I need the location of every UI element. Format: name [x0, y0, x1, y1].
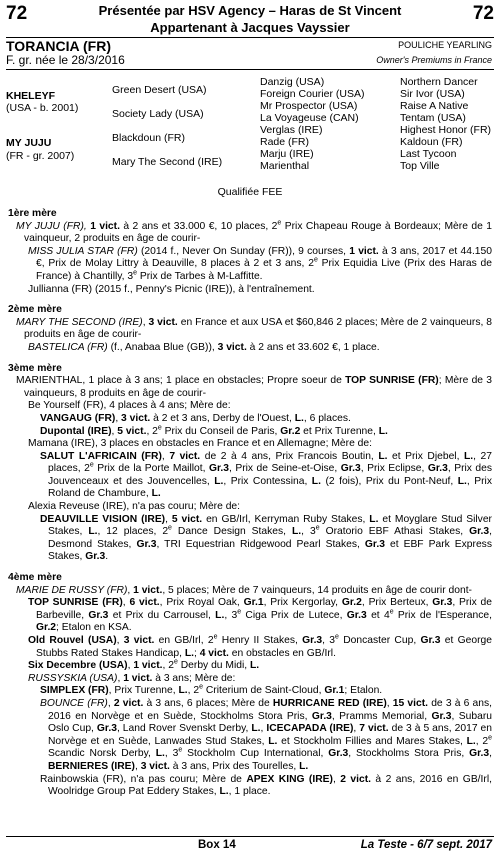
- pedigree-gen2-2: Society Lady (USA): [112, 108, 204, 120]
- pedigree-gen4-6: Kaldoun (FR): [400, 136, 463, 148]
- pedigree-gen3-8: Marienthal: [260, 160, 310, 172]
- pedigree-gen3-5: Verglas (IRE): [260, 124, 323, 136]
- produce-bounce: BOUNCE (FR), 2 vict. à 3 ans, 6 places; Mère de HURRICANE RED (IRE), 15 vict. de 3 à 6 ans, 2016 en Norvège et en Suède, Stockholms Stora Pris, Gr.3, Pramms Memorial, Gr.3, Subaru Oslo Cup, Gr.3, Land Rover Svenskt Derby, L., ICECAPADA (IRE), 7 vict. de 3 à 5 ans, 2017 en Norvège et en Suède, Lanwades Stud Stakes, L. et Stockholm Fillies and Mares Stakes, L., 2e Scandic Norsk Derby, L., 3e Stockholm Cup International, Gr.3, Stockholms Stora Pris, Gr.3, BERNIERES (IRE), 3 vict. à 3 ans, Prix des Tourelles, L.: [40, 697, 493, 772]
- pedigree-gen4-1: Northern Dancer: [400, 76, 478, 88]
- pedigree-gen4-4: Tentam (USA): [400, 112, 466, 124]
- pedigree-gen3-1: Danzig (USA): [260, 76, 325, 88]
- horse-name: TORANCIA (FR): [6, 38, 111, 54]
- pedigree-gen4-8: Top Ville: [400, 160, 440, 172]
- fee-qualification: Qualifiée FEE: [217, 186, 283, 198]
- produce-miss-julia-star: MISS JULIA STAR (FR) (2014 f., Never On Sunday (FR)), 9 courses, 1 vict. à 3 ans, 2017 et 44.150 €, Prix de Molay Littry à Deauville, 8 places à 2 et 3 ans, 2e Prix Equidia Live (Prix des Haras de France) à Chantilly, 3e Prix de Tarbes à M-Laffitte.: [28, 245, 492, 282]
- pedigree-gen2-1: Green Desert (USA): [112, 84, 207, 96]
- consignor-line: Présentée par HSV Agency – Haras de St Vincent: [98, 3, 402, 18]
- produce-six-decembre: Six Decembre (USA), 1 vict., 2e Derby du Midi, L.: [28, 658, 260, 672]
- pedigree-notes: [8, 208, 492, 799]
- produce-old-rouvel: Old Rouvel (USA), 3 vict. en GB/Irl, 2e Henry II Stakes, Gr.3, 3e Doncaster Cup, Gr.3 et George Stubbs Rated Stakes Handicap, L.; 4 vict. en obstacles en GB/Irl.: [28, 633, 492, 659]
- pedigree-gen3-6: Rade (FR): [260, 136, 310, 148]
- pedigree-gen4-7: Last Tycoon: [400, 148, 457, 160]
- third-dam-record: MARIENTHAL, 1 place à 3 ans; 1 place en obstacles; Propre soeur de TOP SUNRISE (FR); Mère de 3 vainqueurs, 8 produits en âge de courir-: [16, 375, 492, 399]
- second-dam-record: MARY THE SECOND (IRE), 3 vict. en France et aux USA et $60,846 2 places; Mère de 2 vainqueurs, 8 produits en âge de courir-: [16, 316, 493, 341]
- produce-mamana: Mamana (IRE), 3 places en obstacles en France et en Allemagne; Mère de:: [28, 438, 372, 450]
- produce-be-yourself: Be Yourself (FR), 4 places à 4 ans; Mère de:: [28, 400, 231, 412]
- pedigree-gen4-5: Highest Honor (FR): [400, 124, 492, 136]
- owner-line: Appartenant à Jacques Vayssier: [150, 20, 350, 35]
- pedigree-gen4-2: Sir Ivor (USA): [400, 88, 465, 100]
- produce-simplex: SIMPLEX (FR), Prix Turenne, L., 2e Criterium de Saint-Cloud, Gr.1; Etalon.: [40, 683, 383, 697]
- produce-bastelica: BASTELICA (FR) (f., Anabaa Blue (GB)), 3 vict. à 2 ans et 33.602 €, 1 place.: [28, 341, 380, 353]
- section-title-fourth-dam: 4ème mère: [8, 572, 62, 584]
- owner-premiums: Owner's Premiums in France: [376, 55, 492, 65]
- consignor-header: [0, 2, 500, 36]
- pedigree-rule: [6, 69, 494, 70]
- lot-number-right: 72: [472, 3, 494, 24]
- footer-rule: [6, 836, 494, 837]
- produce-deauville-vision: DEAUVILLE VISION (IRE), 5 vict. en GB/Irl, Kerryman Ruby Stakes, L. et Moyglare Stud Silver Stakes, L., 12 places, 2e Dance Design Stakes, L., 3e Oratorio EBF Athasi Stakes, Gr.3, Desmond Stakes, Gr.3, TRI Equestrian Ridgewood Pearl Stakes, Gr.3 et EBF Park Express Stakes, Gr.3.: [40, 513, 493, 563]
- horse-category: POULICHE YEARLING: [398, 40, 492, 50]
- produce-dupontal: Dupontal (IRE), 5 vict., 2e Prix du Conseil de Paris, Gr.2 et Prix Turenne, L.: [40, 424, 388, 437]
- produce-vangaug: VANGAUG (FR), 3 vict. à 2 et 3 ans, Derby de l'Ouest, L., 6 places.: [40, 412, 351, 424]
- sire-name: KHELEYF: [6, 90, 56, 102]
- dam-name: MY JUJU: [6, 137, 52, 149]
- sale-name: La Teste - 6/7 sept. 2017: [360, 839, 492, 851]
- pedigree-gen3-2: Foreign Courier (USA): [260, 88, 365, 100]
- produce-top-sunrise: TOP SUNRISE (FR), 6 vict., Prix Royal Oak, Gr.1, Prix Kergorlay, Gr.2, Prix Berteux, Gr.3, Prix de Barbeville, Gr.3 et Prix du Carrousel, L., 3e Ciga Prix de Lutece, Gr.3 et 4e Prix de l'Esperance, Gr.2; Etalon en KSA.: [28, 597, 493, 634]
- pedigree-gen4-3: Raise A Native: [400, 100, 469, 112]
- section-title-second-dam: 2ème mère: [8, 304, 62, 316]
- first-dam-record: MY JUJU (FR), 1 vict. à 2 ans et 33.000 €, 10 places, 2e Prix Chapeau Rouge à Bordeaux; Mère de 1 vainqueur, 2 produits en âge de courir-: [16, 219, 492, 245]
- produce-russyskia: RUSSYSKIA (USA), 1 vict. à 3 ans; Mère de:: [28, 672, 236, 684]
- section-title-first-dam: 1ère mère: [8, 208, 57, 219]
- pedigree-gen2-3: Blackdoun (FR): [112, 132, 185, 144]
- produce-alexia-reveuse: Alexia Reveuse (IRE), n'a pas couru; Mère de:: [28, 501, 241, 513]
- lot-number-left: 72: [6, 3, 28, 24]
- pedigree-gen3-3: Mr Prospector (USA): [260, 100, 358, 112]
- produce-jullianna: Jullianna (FR) (2015 f., Penny's Picnic (IRE)), à l'entraînement.: [28, 283, 315, 295]
- pedigree-gen2-4: Mary The Second (IRE): [112, 156, 223, 168]
- dam-info: (FR - gr. 2007): [6, 150, 75, 162]
- fourth-dam-record: MARIE DE RUSSY (FR), 1 vict., 5 places; Mère de 7 vainqueurs, 14 produits en âge de courir dont-: [16, 584, 472, 596]
- section-title-third-dam: 3ème mère: [8, 362, 62, 374]
- horse-birth: F. gr. née le 28/3/2016: [6, 53, 125, 67]
- pedigree-gen3-4: La Voyageuse (CAN): [260, 112, 359, 124]
- sire-info: (USA - b. 2001): [6, 102, 79, 114]
- box-number: Box 14: [198, 839, 236, 851]
- pedigree-gen3-7: Marju (IRE): [260, 148, 314, 160]
- produce-rainbowskia: Rainbowskia (FR), n'a pas couru; Mère de APEX KING (IRE), 2 vict. à 2 ans, 2016 en GB/Irl, Woolridge Group Pat Eddery Stakes, L., 1 place.: [40, 773, 492, 798]
- produce-salut-l-africain: SALUT L'AFRICAIN (FR), 7 vict. de 2 à 4 ans, Prix Francois Boutin, L. et Prix Djebel, L., 27 places, 2e Prix de la Porte Maillot, Gr.3, Prix de Seine-et-Oise, Gr.3, Prix Eclipse, Gr.3, Prix des Jouvenceaux et des Jouvencelles, L., Prix Contessina, L. (2 fois), Prix du Pont-Neuf, L., Prix Roland de Chambure, L.: [40, 450, 493, 500]
